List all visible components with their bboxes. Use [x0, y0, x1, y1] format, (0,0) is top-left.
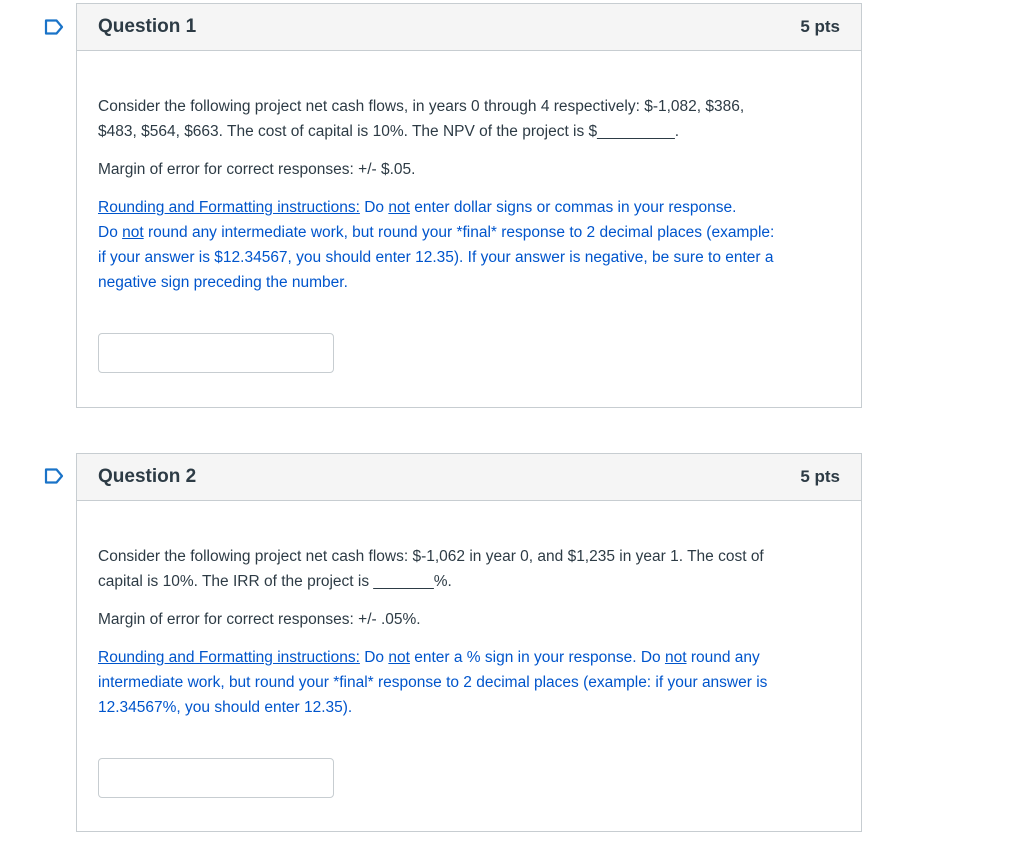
question-2-points: 5 pts — [800, 467, 840, 486]
instr-not: not — [122, 224, 144, 241]
instr-text: 12.34567%, you should enter 12.35). — [98, 699, 353, 716]
instr-text: if your answer is $12.34567, you should enter 12.35). If your answer is negative, be sure to enter a — [98, 249, 774, 266]
instr-text: round any intermediate work, but round your *final* response to 2 decimal places (example: — [143, 224, 775, 241]
question-1-title: Question 1 — [98, 16, 197, 37]
question-1-card — [76, 3, 862, 408]
question-1-instructions — [98, 195, 840, 295]
question-2-instructions — [98, 645, 840, 720]
instr-text: Do — [359, 649, 389, 666]
instr-not: not — [388, 649, 410, 666]
instr-text: enter dollar signs or commas in your response. — [409, 199, 737, 216]
instr-text: negative sign preceding the number. — [98, 274, 348, 291]
instr-text: enter a % sign in your response. Do — [409, 649, 665, 666]
question-2-text-line2: capital is 10%. The IRR of the project is _______%. — [98, 573, 452, 590]
instr-text: Do — [98, 224, 123, 241]
instr-text: round any — [686, 649, 760, 666]
question-1-points: 5 pts — [800, 17, 840, 36]
question-1-body — [77, 51, 861, 373]
instr-text: Do — [359, 199, 389, 216]
instr-not: not — [664, 649, 687, 666]
question-2-instructions-label: Rounding and Formatting instructions: — [98, 649, 360, 666]
question-1-text — [98, 94, 840, 144]
instr-text: intermediate work, but round your *final* response to 2 decimal places (example: if your answer is — [98, 674, 768, 691]
flag-question-1-icon[interactable] — [44, 19, 64, 35]
question-1-text-line1: Consider the following project net cash flows, in years 0 through 4 respectively: $-1,082, $386, — [98, 98, 745, 115]
question-2-title: Question 2 — [98, 466, 197, 487]
question-2-margin: Margin of error for correct responses: +/- .05%. — [98, 611, 421, 628]
question-1-header — [77, 4, 861, 51]
question-1-margin: Margin of error for correct responses: +/- $.05. — [98, 161, 416, 178]
question-1-text-line2: $483, $564, $663. The cost of capital is 10%. The NPV of the project is $_________. — [98, 123, 680, 140]
instr-not: not — [388, 199, 410, 216]
question-2-card — [76, 453, 862, 832]
question-2-answer-input[interactable] — [98, 758, 334, 798]
question-1-answer-input[interactable] — [98, 333, 334, 373]
question-2-body — [77, 501, 861, 798]
flag-question-2-icon[interactable] — [44, 468, 64, 484]
question-2-text-line1: Consider the following project net cash flows: $-1,062 in year 0, and $1,235 in year 1. The cost of — [98, 548, 764, 565]
question-1-instructions-label: Rounding and Formatting instructions: — [98, 199, 360, 216]
question-2-header — [77, 454, 861, 501]
question-2-text — [98, 544, 840, 594]
